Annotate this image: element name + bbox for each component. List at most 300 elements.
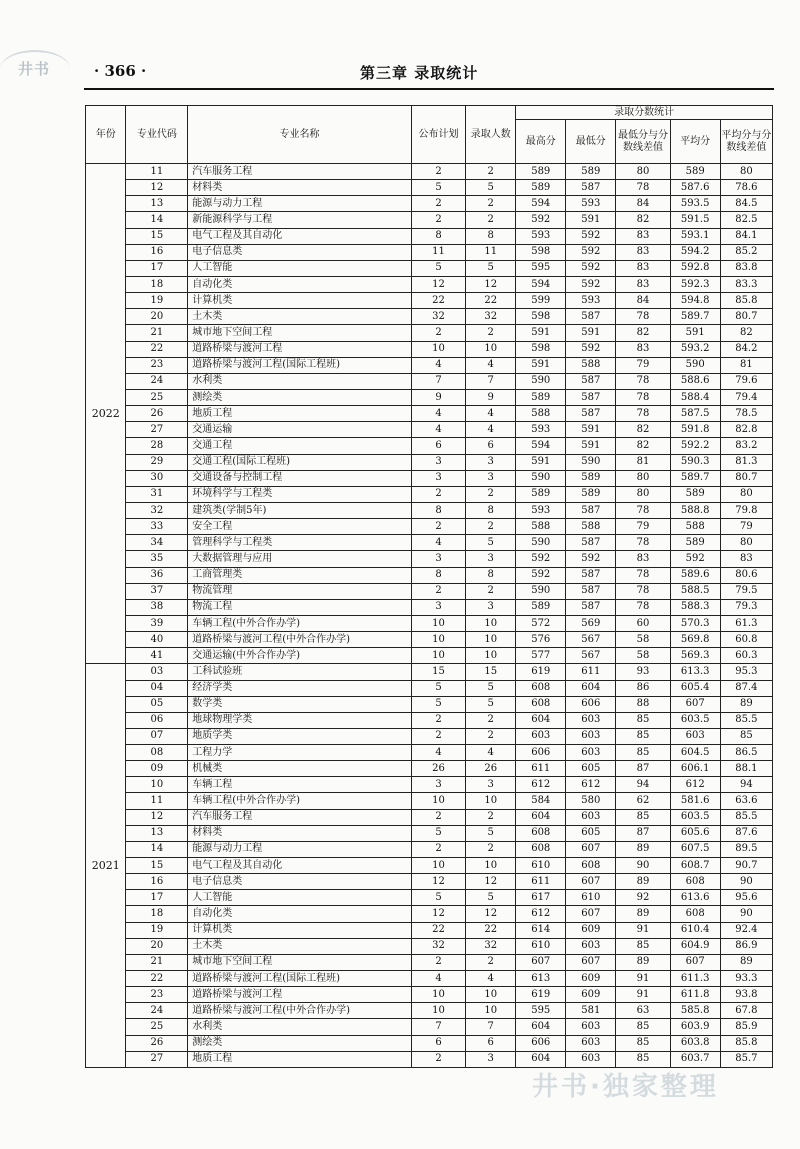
cell-min: 581 (566, 1003, 616, 1019)
cell-avg: 588.8 (670, 502, 720, 518)
cell-min: 592 (566, 244, 616, 260)
cell-code: 15 (126, 228, 188, 244)
cell-admitted: 4 (466, 745, 516, 761)
cell-code: 06 (126, 712, 188, 728)
cell-min-diff: 85 (616, 745, 670, 761)
cell-code: 31 (126, 486, 188, 502)
cell-min-diff: 89 (616, 874, 670, 890)
cell-plan: 32 (411, 309, 465, 325)
table-row (86, 1003, 773, 1019)
cell-min: 588 (566, 357, 616, 373)
cell-avg-diff: 95.6 (720, 890, 772, 906)
cell-code: 29 (126, 454, 188, 470)
cell-plan: 22 (411, 922, 465, 938)
cell-avg: 611.8 (670, 987, 720, 1003)
table-row (86, 519, 773, 535)
cell-code: 33 (126, 519, 188, 535)
cell-avg: 611.3 (670, 971, 720, 987)
cell-admitted: 7 (466, 1019, 516, 1035)
col-admitted: 录取人数 (466, 106, 516, 164)
table-row (86, 761, 773, 777)
cell-code: 10 (126, 777, 188, 793)
cell-code: 28 (126, 438, 188, 454)
cell-avg: 593.1 (670, 228, 720, 244)
cell-plan: 2 (411, 325, 465, 341)
cell-max: 589 (516, 486, 566, 502)
cell-admitted: 32 (466, 309, 516, 325)
cell-major: 数学类 (188, 696, 412, 712)
cell-max: 591 (516, 325, 566, 341)
cell-major: 人工智能 (188, 260, 412, 276)
cell-min-diff: 85 (616, 712, 670, 728)
cell-code: 38 (126, 599, 188, 615)
cell-max: 590 (516, 373, 566, 389)
cell-plan: 10 (411, 632, 465, 648)
cell-admitted: 4 (466, 422, 516, 438)
table-row (86, 954, 773, 970)
table-row (86, 1035, 773, 1051)
cell-min-diff: 83 (616, 551, 670, 567)
cell-plan: 10 (411, 987, 465, 1003)
cell-code: 17 (126, 890, 188, 906)
cell-min: 587 (566, 502, 616, 518)
cell-min-diff: 91 (616, 971, 670, 987)
cell-code: 22 (126, 971, 188, 987)
table-row (86, 244, 773, 260)
cell-major: 自动化类 (188, 276, 412, 292)
cell-min-diff: 85 (616, 938, 670, 954)
cell-code: 13 (126, 825, 188, 841)
cell-max: 598 (516, 341, 566, 357)
cell-admitted: 2 (466, 809, 516, 825)
cell-plan: 4 (411, 406, 465, 422)
cell-min-diff: 79 (616, 519, 670, 535)
cell-code: 27 (126, 422, 188, 438)
table-row (86, 551, 773, 567)
table-row (86, 664, 773, 680)
table-row (86, 373, 773, 389)
cell-plan: 12 (411, 906, 465, 922)
cell-min-diff: 89 (616, 841, 670, 857)
cell-avg: 613.3 (670, 664, 720, 680)
cell-admitted: 4 (466, 971, 516, 987)
cell-min-diff: 81 (616, 454, 670, 470)
cell-plan: 9 (411, 389, 465, 405)
cell-major: 城市地下空间工程 (188, 954, 412, 970)
cell-avg-diff: 82 (720, 325, 772, 341)
cell-major: 环境科学与工程类 (188, 486, 412, 502)
cell-avg-diff: 85.2 (720, 244, 772, 260)
table-row (86, 615, 773, 631)
cell-avg-diff: 80.7 (720, 470, 772, 486)
cell-min-diff: 90 (616, 858, 670, 874)
table-row (86, 406, 773, 422)
cell-major: 建筑类(学制5年) (188, 502, 412, 518)
chapter-title: 第三章 录取统计 (360, 64, 479, 82)
cell-major: 交通运输 (188, 422, 412, 438)
cell-max: 594 (516, 196, 566, 212)
cell-admitted: 5 (466, 180, 516, 196)
cell-min: 592 (566, 260, 616, 276)
cell-code: 16 (126, 874, 188, 890)
cell-plan: 2 (411, 486, 465, 502)
cell-code: 23 (126, 357, 188, 373)
table-row (86, 1019, 773, 1035)
cell-avg-diff: 61.3 (720, 615, 772, 631)
cell-min-diff: 78 (616, 567, 670, 583)
cell-avg: 592 (670, 551, 720, 567)
cell-major: 能源与动力工程 (188, 196, 412, 212)
cell-major: 交通设备与控制工程 (188, 470, 412, 486)
cell-avg: 607 (670, 954, 720, 970)
cell-avg-diff: 80 (720, 486, 772, 502)
cell-major: 道路桥梁与渡河工程(国际工程班) (188, 971, 412, 987)
cell-min-diff: 85 (616, 809, 670, 825)
cell-plan: 2 (411, 196, 465, 212)
col-code: 专业代码 (126, 106, 188, 164)
cell-major: 地质工程 (188, 1051, 412, 1067)
cell-admitted: 11 (466, 244, 516, 260)
cell-avg-diff: 80 (720, 535, 772, 551)
cell-code: 12 (126, 809, 188, 825)
cell-code: 15 (126, 858, 188, 874)
cell-min-diff: 58 (616, 648, 670, 664)
cell-admitted: 10 (466, 615, 516, 631)
cell-max: 606 (516, 745, 566, 761)
cell-avg: 588.3 (670, 599, 720, 615)
cell-major: 交通工程(国际工程班) (188, 454, 412, 470)
cell-min: 604 (566, 680, 616, 696)
table-row (86, 1051, 773, 1067)
cell-max: 577 (516, 648, 566, 664)
cell-avg: 603.9 (670, 1019, 720, 1035)
cell-avg: 607.5 (670, 841, 720, 857)
cell-major: 测绘类 (188, 1035, 412, 1051)
cell-min-diff: 92 (616, 890, 670, 906)
cell-code: 21 (126, 325, 188, 341)
cell-avg: 589 (670, 535, 720, 551)
cell-avg-diff: 88.1 (720, 761, 772, 777)
cell-max: 604 (516, 1051, 566, 1067)
cell-code: 12 (126, 180, 188, 196)
cell-min: 593 (566, 196, 616, 212)
admission-score-table (85, 105, 773, 1068)
cell-admitted: 22 (466, 922, 516, 938)
cell-code: 20 (126, 938, 188, 954)
cell-major: 经济学类 (188, 680, 412, 696)
cell-max: 598 (516, 309, 566, 325)
cell-avg-diff: 89.5 (720, 841, 772, 857)
cell-avg-diff: 79.6 (720, 373, 772, 389)
cell-avg-diff: 67.8 (720, 1003, 772, 1019)
publisher-logo: 井书 (18, 60, 51, 78)
cell-avg-diff: 83 (720, 551, 772, 567)
cell-min-diff: 89 (616, 954, 670, 970)
cell-min-diff: 83 (616, 244, 670, 260)
col-group-scores: 录取分数统计 (516, 106, 773, 120)
cell-min: 610 (566, 890, 616, 906)
cell-max: 619 (516, 987, 566, 1003)
cell-min-diff: 94 (616, 777, 670, 793)
cell-major: 工科试验班 (188, 664, 412, 680)
cell-avg: 589.7 (670, 309, 720, 325)
cell-avg-diff: 84.2 (720, 341, 772, 357)
cell-avg-diff: 90.7 (720, 858, 772, 874)
cell-plan: 8 (411, 567, 465, 583)
footer-watermark: 井书·独家整理 (532, 1072, 719, 1102)
cell-avg-diff: 78.6 (720, 180, 772, 196)
cell-avg-diff: 85 (720, 728, 772, 744)
cell-major: 交通运输(中外合作办学) (188, 648, 412, 664)
cell-avg-diff: 84.5 (720, 196, 772, 212)
cell-avg: 608.7 (670, 858, 720, 874)
cell-max: 598 (516, 244, 566, 260)
cell-admitted: 2 (466, 841, 516, 857)
cell-avg: 569.3 (670, 648, 720, 664)
cell-code: 19 (126, 293, 188, 309)
cell-max: 608 (516, 680, 566, 696)
cell-avg: 603.5 (670, 712, 720, 728)
cell-avg: 591.8 (670, 422, 720, 438)
cell-avg: 607 (670, 696, 720, 712)
cell-min: 609 (566, 971, 616, 987)
cell-admitted: 2 (466, 583, 516, 599)
cell-avg-diff: 89 (720, 954, 772, 970)
table-row (86, 583, 773, 599)
cell-major: 物流工程 (188, 599, 412, 615)
table-row (86, 389, 773, 405)
cell-min: 589 (566, 470, 616, 486)
cell-min: 609 (566, 987, 616, 1003)
cell-plan: 5 (411, 696, 465, 712)
col-plan: 公布计划 (411, 106, 465, 164)
cell-plan: 2 (411, 954, 465, 970)
cell-min: 592 (566, 228, 616, 244)
cell-major: 城市地下空间工程 (188, 325, 412, 341)
cell-min: 609 (566, 922, 616, 938)
cell-max: 594 (516, 276, 566, 292)
cell-min-diff: 84 (616, 293, 670, 309)
cell-admitted: 3 (466, 1051, 516, 1067)
cell-avg: 569.8 (670, 632, 720, 648)
cell-avg-diff: 82.5 (720, 212, 772, 228)
cell-admitted: 5 (466, 535, 516, 551)
cell-plan: 22 (411, 293, 465, 309)
cell-min-diff: 80 (616, 470, 670, 486)
cell-code: 14 (126, 841, 188, 857)
cell-min: 587 (566, 535, 616, 551)
cell-max: 604 (516, 1019, 566, 1035)
cell-code: 16 (126, 244, 188, 260)
cell-code: 24 (126, 373, 188, 389)
cell-avg: 612 (670, 777, 720, 793)
table-row (86, 745, 773, 761)
cell-min: 603 (566, 728, 616, 744)
cell-major: 土木类 (188, 309, 412, 325)
cell-min-diff: 86 (616, 680, 670, 696)
cell-min: 603 (566, 712, 616, 728)
cell-plan: 7 (411, 1019, 465, 1035)
cell-major: 道路桥梁与渡河工程(中外合作办学) (188, 632, 412, 648)
table-row (86, 309, 773, 325)
cell-max: 608 (516, 696, 566, 712)
cell-min: 580 (566, 793, 616, 809)
cell-min-diff: 87 (616, 825, 670, 841)
cell-admitted: 12 (466, 276, 516, 292)
cell-min-diff: 78 (616, 502, 670, 518)
cell-plan: 3 (411, 454, 465, 470)
cell-avg: 608 (670, 906, 720, 922)
cell-code: 11 (126, 793, 188, 809)
cell-code: 26 (126, 1035, 188, 1051)
cell-plan: 5 (411, 180, 465, 196)
cell-admitted: 2 (466, 325, 516, 341)
cell-max: 576 (516, 632, 566, 648)
cell-min-diff: 82 (616, 325, 670, 341)
cell-plan: 7 (411, 373, 465, 389)
cell-avg: 592.8 (670, 260, 720, 276)
cell-max: 607 (516, 954, 566, 970)
cell-avg: 606.1 (670, 761, 720, 777)
cell-max: 611 (516, 761, 566, 777)
cell-min-diff: 80 (616, 164, 670, 180)
cell-major: 工程力学 (188, 745, 412, 761)
cell-min: 607 (566, 841, 616, 857)
cell-code: 30 (126, 470, 188, 486)
cell-admitted: 32 (466, 938, 516, 954)
cell-major: 车辆工程(中外合作办学) (188, 793, 412, 809)
cell-avg: 592.2 (670, 438, 720, 454)
cell-major: 电气工程及其自动化 (188, 228, 412, 244)
col-year: 年份 (86, 106, 126, 164)
table-row (86, 777, 773, 793)
table-row (86, 712, 773, 728)
cell-major: 地质学类 (188, 728, 412, 744)
cell-max: 584 (516, 793, 566, 809)
cell-code: 40 (126, 632, 188, 648)
cell-min: 587 (566, 373, 616, 389)
cell-min-diff: 78 (616, 309, 670, 325)
cell-avg: 590 (670, 357, 720, 373)
table-row (86, 454, 773, 470)
cell-code: 17 (126, 260, 188, 276)
cell-plan: 26 (411, 761, 465, 777)
cell-code: 34 (126, 535, 188, 551)
table-row (86, 858, 773, 874)
cell-major: 道路桥梁与渡河工程 (188, 987, 412, 1003)
cell-admitted: 10 (466, 858, 516, 874)
cell-admitted: 8 (466, 567, 516, 583)
cell-avg: 588.5 (670, 583, 720, 599)
cell-avg: 592.3 (670, 276, 720, 292)
cell-admitted: 6 (466, 438, 516, 454)
cell-major: 道路桥梁与渡河工程 (188, 341, 412, 357)
cell-max: 588 (516, 406, 566, 422)
table-row (86, 293, 773, 309)
cell-avg-diff: 82.8 (720, 422, 772, 438)
cell-plan: 15 (411, 664, 465, 680)
cell-avg: 605.4 (670, 680, 720, 696)
table-row (86, 874, 773, 890)
cell-major: 安全工程 (188, 519, 412, 535)
cell-max: 595 (516, 260, 566, 276)
cell-admitted: 2 (466, 519, 516, 535)
cell-admitted: 10 (466, 793, 516, 809)
cell-admitted: 2 (466, 728, 516, 744)
table-row (86, 648, 773, 664)
cell-avg: 585.8 (670, 1003, 720, 1019)
cell-max: 590 (516, 470, 566, 486)
cell-min: 603 (566, 938, 616, 954)
cell-min: 592 (566, 341, 616, 357)
cell-avg-diff: 87.4 (720, 680, 772, 696)
cell-min: 567 (566, 632, 616, 648)
table-row (86, 567, 773, 583)
cell-avg-diff: 80.6 (720, 567, 772, 583)
cell-min: 587 (566, 389, 616, 405)
cell-avg-diff: 94 (720, 777, 772, 793)
cell-min: 605 (566, 761, 616, 777)
cell-max: 589 (516, 599, 566, 615)
cell-plan: 6 (411, 438, 465, 454)
table-row (86, 357, 773, 373)
cell-major: 电气工程及其自动化 (188, 858, 412, 874)
cell-major: 工商管理类 (188, 567, 412, 583)
cell-avg: 603 (670, 728, 720, 744)
table-row (86, 680, 773, 696)
table-row (86, 502, 773, 518)
cell-max: 610 (516, 938, 566, 954)
cell-avg-diff: 84.1 (720, 228, 772, 244)
cell-min-diff: 83 (616, 276, 670, 292)
cell-avg-diff: 87.6 (720, 825, 772, 841)
cell-min: 592 (566, 551, 616, 567)
cell-max: 608 (516, 841, 566, 857)
table-body (86, 164, 773, 1068)
table-row (86, 632, 773, 648)
cell-min: 589 (566, 486, 616, 502)
cell-major: 汽车服务工程 (188, 164, 412, 180)
cell-code: 18 (126, 906, 188, 922)
cell-avg-diff: 85.7 (720, 1051, 772, 1067)
cell-code: 35 (126, 551, 188, 567)
cell-avg-diff: 83.8 (720, 260, 772, 276)
cell-code: 04 (126, 680, 188, 696)
cell-avg: 588 (670, 519, 720, 535)
cell-min-diff: 78 (616, 373, 670, 389)
cell-major: 新能源科学与工程 (188, 212, 412, 228)
col-avg-diff: 平均分与分数线差值 (720, 120, 772, 164)
cell-max: 592 (516, 551, 566, 567)
cell-avg: 603.7 (670, 1051, 720, 1067)
cell-min-diff: 88 (616, 696, 670, 712)
table-row (86, 180, 773, 196)
cell-avg: 589 (670, 486, 720, 502)
cell-admitted: 2 (466, 712, 516, 728)
cell-admitted: 2 (466, 196, 516, 212)
cell-admitted: 5 (466, 825, 516, 841)
cell-max: 614 (516, 922, 566, 938)
cell-code: 19 (126, 922, 188, 938)
cell-major: 车辆工程 (188, 777, 412, 793)
cell-major: 水利类 (188, 1019, 412, 1035)
cell-max: 588 (516, 519, 566, 535)
cell-avg-diff: 83.2 (720, 438, 772, 454)
cell-plan: 2 (411, 841, 465, 857)
cell-avg-diff: 83.3 (720, 276, 772, 292)
cell-major: 地质工程 (188, 406, 412, 422)
cell-plan: 3 (411, 777, 465, 793)
